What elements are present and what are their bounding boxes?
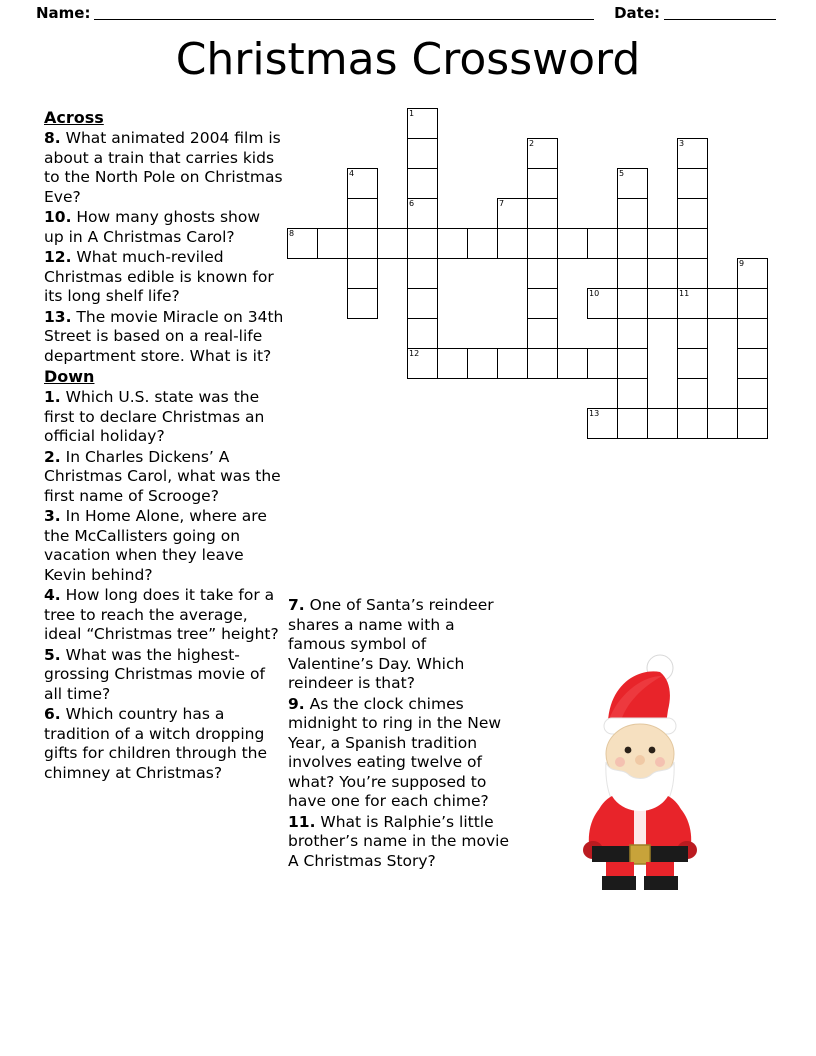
crossword-cell[interactable] xyxy=(737,408,768,439)
clue-down-2 xyxy=(44,448,284,507)
clue-column-left xyxy=(44,108,284,784)
crossword-cell[interactable] xyxy=(677,348,708,379)
crossword-cell[interactable] xyxy=(677,168,708,199)
clue-across-12 xyxy=(44,248,284,307)
crossword-cell[interactable] xyxy=(437,348,468,379)
crossword-cell-number: 13 xyxy=(589,409,600,418)
clue-text: Which U.S. state was the first to declare Christmas an official holiday? xyxy=(44,388,265,445)
clue-down-3 xyxy=(44,507,284,585)
crossword-cell-number: 6 xyxy=(409,199,415,208)
clue-number: 10. xyxy=(44,208,72,226)
crossword-cell[interactable] xyxy=(647,408,678,439)
crossword-cell-number: 9 xyxy=(739,259,745,268)
crossword-cell[interactable] xyxy=(737,288,768,319)
crossword-cell[interactable] xyxy=(527,138,558,169)
clue-number: 9. xyxy=(288,694,305,713)
crossword-cell[interactable] xyxy=(527,228,558,259)
clue-text: What is Ralphie’s little brother’s name in the movie A Christmas Story? xyxy=(288,812,509,870)
crossword-cell[interactable] xyxy=(737,258,768,289)
crossword-cell-number: 2 xyxy=(529,139,535,148)
clue-number: 5. xyxy=(44,645,61,664)
crossword-cell[interactable] xyxy=(737,348,768,379)
crossword-cell-number: 8 xyxy=(289,229,295,238)
clue-across-8 xyxy=(44,129,284,207)
crossword-cell[interactable] xyxy=(617,228,648,259)
crossword-cell[interactable] xyxy=(287,228,318,259)
name-label: Name: xyxy=(36,4,91,22)
crossword-cell[interactable] xyxy=(677,138,708,169)
crossword-cell[interactable] xyxy=(677,408,708,439)
crossword-cell[interactable] xyxy=(527,258,558,289)
crossword-cell[interactable] xyxy=(407,138,438,169)
crossword-cell[interactable] xyxy=(617,318,648,349)
clue-number: 12. xyxy=(44,248,72,266)
page-title: Christmas Crossword xyxy=(175,34,641,85)
clue-down-5 xyxy=(44,646,284,705)
clue-down-4 xyxy=(44,586,284,645)
crossword-cell[interactable] xyxy=(587,288,618,319)
clue-text: In Charles Dickens’ A Christmas Carol, what was the first name of Scrooge? xyxy=(44,447,281,505)
clue-column-right xyxy=(288,596,516,872)
clue-number: 6. xyxy=(44,705,61,723)
crossword-cell[interactable] xyxy=(677,258,708,289)
crossword-cell[interactable] xyxy=(617,408,648,439)
crossword-cell[interactable] xyxy=(527,318,558,349)
crossword-cell[interactable] xyxy=(407,108,438,139)
crossword-cell[interactable] xyxy=(497,348,528,379)
clue-number: 11. xyxy=(288,812,316,831)
crossword-cell[interactable] xyxy=(617,168,648,199)
clue-text: What animated 2004 film is about a train that carries kids to the North Pole on Christmas Eve? xyxy=(44,129,283,206)
clue-down-1 xyxy=(44,388,284,447)
date-label: Date: xyxy=(614,4,660,22)
crossword-cell[interactable] xyxy=(587,228,618,259)
crossword-cell[interactable] xyxy=(527,348,558,379)
crossword-cell[interactable] xyxy=(347,288,378,319)
crossword-cell[interactable] xyxy=(407,318,438,349)
clue-number: 8. xyxy=(44,129,61,147)
clue-text: How many ghosts show up in A Christmas Carol? xyxy=(44,208,261,246)
crossword-cell[interactable] xyxy=(557,348,588,379)
crossword-cell[interactable] xyxy=(707,288,738,319)
crossword-cell[interactable] xyxy=(317,228,348,259)
clue-down-7 xyxy=(288,596,516,694)
clue-text: As the clock chimes midnight to ring in the New Year, a Spanish tradition involves eating twelve of what? You’re supposed to have one for each chime? xyxy=(288,694,502,810)
crossword-cell-number: 3 xyxy=(679,139,685,148)
clue-number: 1. xyxy=(44,388,61,406)
crossword-cell[interactable] xyxy=(347,258,378,289)
clue-down-9 xyxy=(288,695,516,812)
crossword-cell[interactable] xyxy=(497,198,528,229)
crossword-cell[interactable] xyxy=(737,318,768,349)
crossword-cell[interactable] xyxy=(347,198,378,229)
crossword-cell[interactable] xyxy=(617,348,648,379)
crossword-cell[interactable] xyxy=(737,378,768,409)
crossword-cell[interactable] xyxy=(407,258,438,289)
down-heading: Down xyxy=(44,367,95,386)
crossword-cell[interactable] xyxy=(407,198,438,229)
crossword-cell[interactable] xyxy=(527,198,558,229)
crossword-cell[interactable] xyxy=(377,228,408,259)
name-write-line[interactable] xyxy=(94,7,594,20)
clue-number: 7. xyxy=(288,596,305,614)
clue-across-10 xyxy=(44,208,284,247)
crossword-cell[interactable] xyxy=(527,168,558,199)
crossword-cell[interactable] xyxy=(617,288,648,319)
crossword-cell[interactable] xyxy=(617,378,648,409)
crossword-cell[interactable] xyxy=(677,318,708,349)
crossword-cell[interactable] xyxy=(407,288,438,319)
crossword-cell-number: 10 xyxy=(589,289,600,298)
clue-down-6 xyxy=(44,705,284,783)
clue-text: How long does it take for a tree to reach the average, ideal “Christmas tree” height? xyxy=(44,586,279,643)
santa-claus-illustration xyxy=(578,650,738,900)
across-heading: Across xyxy=(44,108,104,127)
crossword-cell[interactable] xyxy=(437,228,468,259)
clue-number: 13. xyxy=(44,307,72,326)
crossword-cell[interactable] xyxy=(407,348,438,379)
crossword-cell[interactable] xyxy=(587,348,618,379)
crossword-cell-number: 4 xyxy=(349,169,355,178)
crossword-cell[interactable] xyxy=(647,288,678,319)
clue-number: 3. xyxy=(44,507,61,525)
crossword-cell-number: 7 xyxy=(499,199,505,208)
crossword-cell-number: 5 xyxy=(619,169,625,178)
clue-text: The movie Miracle on 34th Street is based on a real-life department store. What is it? xyxy=(44,307,284,365)
crossword-cell[interactable] xyxy=(587,408,618,439)
crossword-cell[interactable] xyxy=(347,228,378,259)
crossword-cell[interactable] xyxy=(617,198,648,229)
clue-text: One of Santa’s reindeer shares a name with a famous symbol of Valentine’s Day. Which reindeer is that? xyxy=(288,596,494,692)
crossword-cell[interactable] xyxy=(347,168,378,199)
crossword-cell[interactable] xyxy=(407,168,438,199)
clue-number: 2. xyxy=(44,447,61,466)
crossword-cell[interactable] xyxy=(707,408,738,439)
crossword-cell[interactable] xyxy=(467,348,498,379)
crossword-cell[interactable] xyxy=(557,228,588,259)
crossword-cell[interactable] xyxy=(677,378,708,409)
crossword-cell[interactable] xyxy=(677,198,708,229)
crossword-grid[interactable] xyxy=(287,108,783,478)
crossword-cell[interactable] xyxy=(617,258,648,289)
crossword-cell[interactable] xyxy=(677,228,708,259)
clue-down-11 xyxy=(288,813,516,872)
crossword-cell[interactable] xyxy=(527,288,558,319)
crossword-cell[interactable] xyxy=(647,228,678,259)
crossword-cell[interactable] xyxy=(407,228,438,259)
crossword-cell[interactable] xyxy=(677,288,708,319)
crossword-cell[interactable] xyxy=(467,228,498,259)
crossword-cell-number: 11 xyxy=(679,289,690,298)
clue-text: Which country has a tradition of a witch dropping gifts for children through the chimney at Christmas? xyxy=(44,705,268,782)
clue-across-13 xyxy=(44,308,284,367)
name-date-row xyxy=(36,0,780,26)
clue-number: 4. xyxy=(44,586,61,604)
crossword-cell-number: 1 xyxy=(409,109,415,118)
clue-text: What was the highest-grossing Christmas movie of all time? xyxy=(44,645,265,703)
date-write-line[interactable] xyxy=(664,7,776,20)
crossword-cell-number: 12 xyxy=(409,349,420,358)
clue-text: In Home Alone, where are the McCallisters going on vacation when they leave Kevin behind? xyxy=(44,507,267,584)
crossword-cell[interactable] xyxy=(497,228,528,259)
clue-text: What much-reviled Christmas edible is known for its long shelf life? xyxy=(44,248,274,305)
